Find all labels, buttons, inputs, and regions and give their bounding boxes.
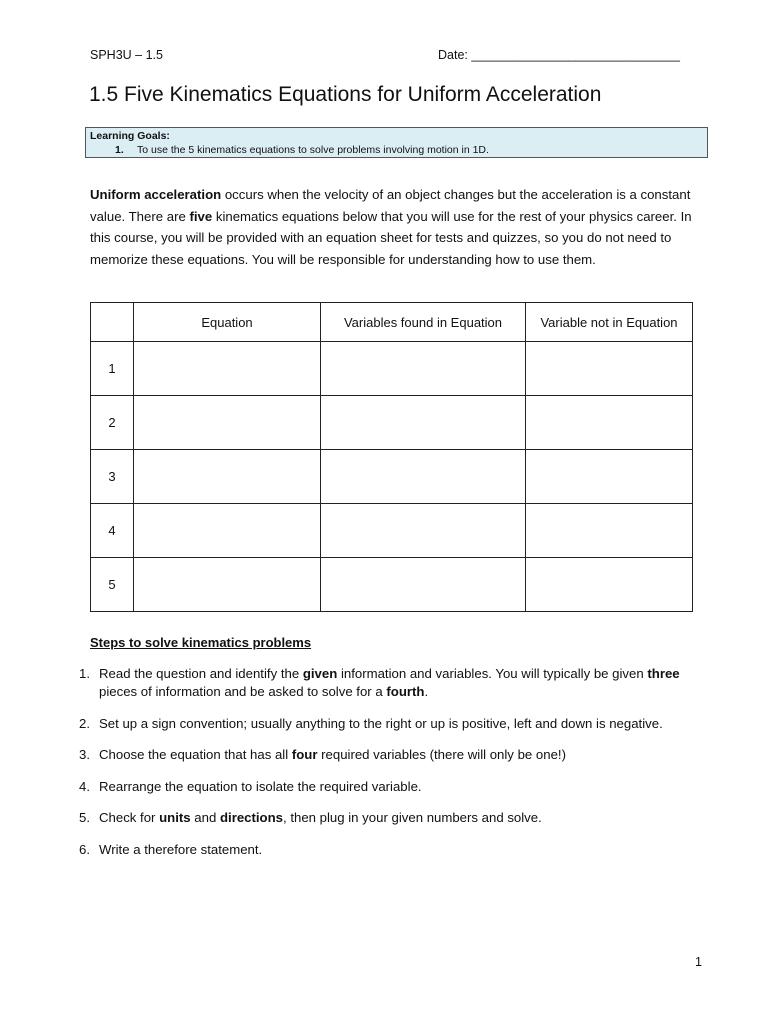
row-number: 5 — [91, 558, 134, 612]
list-item — [79, 809, 719, 827]
step-text: and — [190, 810, 220, 825]
variable-not-cell[interactable] — [526, 558, 693, 612]
step-emphasis: given — [302, 666, 338, 681]
variable-not-cell[interactable] — [526, 450, 693, 504]
table-row — [91, 342, 693, 396]
list-item — [79, 715, 719, 733]
header-equation: Equation — [134, 303, 321, 342]
table-row — [91, 396, 693, 450]
variables-found-cell[interactable] — [321, 450, 526, 504]
variables-found-cell[interactable] — [321, 504, 526, 558]
step-number: 3. — [79, 747, 90, 762]
learning-goal-text: To use the 5 kinematics equations to solve problems involving motion in 1D. — [137, 144, 489, 156]
table-row — [91, 558, 693, 612]
step-emphasis: directions — [219, 810, 283, 825]
table-row — [91, 450, 693, 504]
learning-goals-heading: Learning Goals: — [90, 130, 170, 142]
header-variables-found: Variables found in Equation — [321, 303, 526, 342]
step-emphasis: units — [159, 810, 191, 825]
learning-goals-box — [85, 127, 708, 158]
step-text: pieces of information and be asked to solve for a — [99, 684, 387, 699]
course-code: SPH3U – 1.5 — [90, 48, 163, 62]
page-number: 1 — [695, 955, 702, 969]
step-text: , then plug in your given numbers and solve. — [283, 810, 542, 825]
list-item — [79, 841, 719, 859]
step-number: 5. — [79, 810, 90, 825]
step-number: 4. — [79, 778, 90, 794]
step-number: 6. — [79, 841, 90, 857]
step-number: 2. — [79, 715, 90, 731]
equation-cell[interactable] — [134, 342, 321, 396]
equation-cell[interactable] — [134, 504, 321, 558]
step-emphasis: four — [291, 747, 318, 762]
header-number — [91, 303, 134, 342]
learning-goal-number: 1. — [115, 144, 124, 156]
intro-term: Uniform acceleration — [90, 187, 222, 202]
row-number: 2 — [91, 396, 134, 450]
step-text: information and variables. You will typically be given — [337, 666, 648, 681]
variables-found-cell[interactable] — [321, 342, 526, 396]
row-number: 4 — [91, 504, 134, 558]
intro-text-2: kinematics equations below that you will use for the rest of your physics career. In this course, you will be provided with an equation sheet for tests and quizzes, so you do not need to memorize these equations. You will be responsible for understanding how to use them. — [90, 208, 692, 268]
intro-emphasis: five — [189, 208, 213, 224]
equation-cell[interactable] — [134, 396, 321, 450]
header-variable-not: Variable not in Equation — [526, 303, 693, 342]
variable-not-cell[interactable] — [526, 504, 693, 558]
date-field-label: Date: ______________________________ — [438, 48, 680, 62]
step-number: 1. — [79, 666, 90, 681]
steps-list — [79, 665, 719, 872]
step-text: Choose the equation that has all — [99, 747, 292, 762]
row-number: 1 — [91, 342, 134, 396]
page-title: 1.5 Five Kinematics Equations for Uniform Acceleration — [89, 83, 602, 106]
step-text: Rearrange the equation to isolate the required variable. — [99, 778, 422, 794]
list-item — [79, 746, 719, 764]
list-item — [79, 778, 719, 796]
step-emphasis: fourth — [386, 684, 425, 699]
variable-not-cell[interactable] — [526, 396, 693, 450]
step-text: Write a therefore statement. — [99, 841, 263, 857]
step-text: Read the question and identify the — [99, 666, 303, 681]
step-text: Set up a sign convention; usually anything to the right or up is positive, left and down is negative. — [99, 715, 663, 731]
equation-cell[interactable] — [134, 558, 321, 612]
steps-heading: Steps to solve kinematics problems — [90, 635, 312, 650]
step-text: . — [424, 684, 429, 699]
step-text: Check for — [99, 810, 160, 825]
intro-paragraph — [90, 184, 700, 271]
equations-table — [90, 302, 693, 612]
variables-found-cell[interactable] — [321, 396, 526, 450]
step-text: required variables (there will only be one!) — [317, 747, 566, 762]
learning-goal-item — [90, 143, 703, 157]
row-number: 3 — [91, 450, 134, 504]
equation-cell[interactable] — [134, 450, 321, 504]
variable-not-cell[interactable] — [526, 342, 693, 396]
step-emphasis: three — [647, 666, 680, 681]
table-row — [91, 504, 693, 558]
variables-found-cell[interactable] — [321, 558, 526, 612]
table-header-row — [91, 303, 693, 342]
intro-text-1: occurs when the velocity of an object changes but the acceleration is a constant value. There are — [90, 187, 691, 224]
list-item — [79, 665, 719, 701]
